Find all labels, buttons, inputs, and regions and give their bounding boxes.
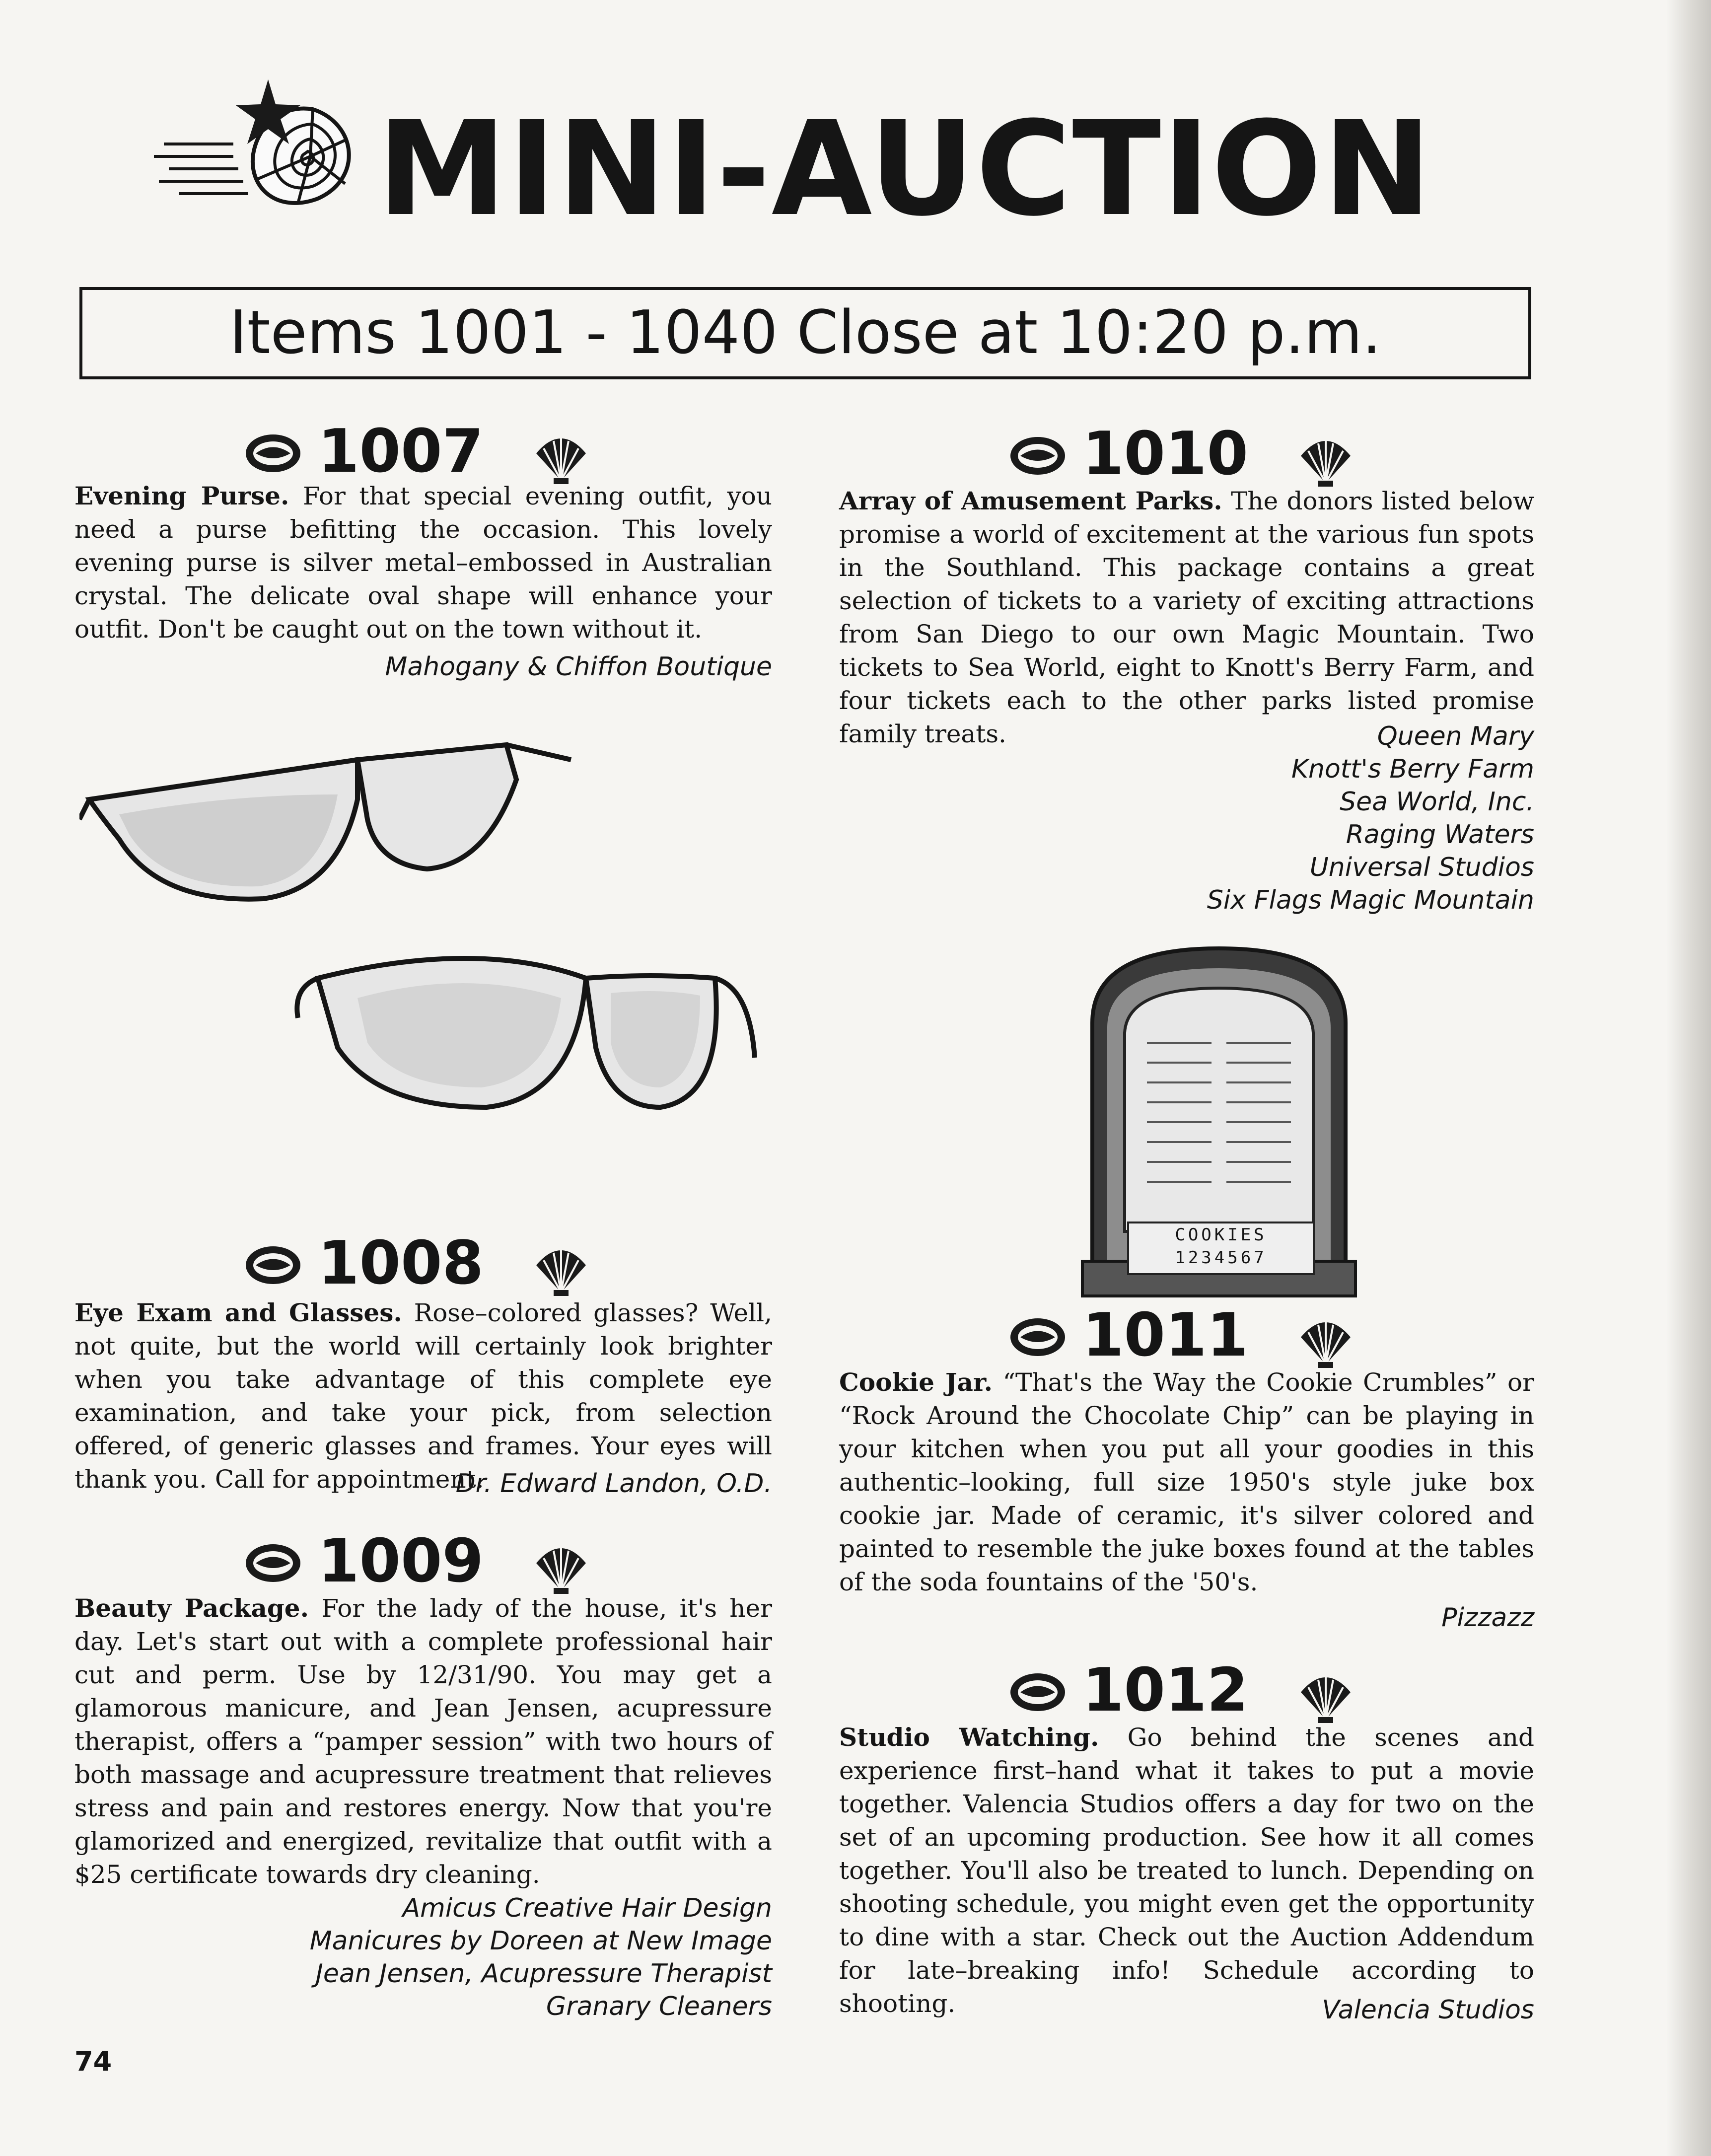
- page-title: MINI-AUCTION: [377, 93, 1433, 245]
- donor: Valencia Studios: [1322, 1995, 1534, 2025]
- item-text: The donors listed below promise a world of excitement at the various fun spots in the Southland. This package contains a great selection of tickets to a variety of exciting attractions from San Diego to our own Magic Mountain. Two tickets to Sea World, eight to Knott's Berry Farm, and four tickets each to the other parks listed promise family treats.: [839, 487, 1534, 748]
- scallop-shell-icon: [531, 1243, 591, 1297]
- jukebox-label-top: COOKIES: [1175, 1225, 1267, 1245]
- item-text: “That's the Way the Cookie Crumbles” or “Rock Around the Chocolate Chip” can be playing in your kitchen when you put all your goodies in this authentic–looking, full size 1950's style juke box cookie jar. Made of ceramic, it's silver colored and painted to resemble the juke boxes found at the tables of the soda fountains of the '50's.: [839, 1368, 1534, 1596]
- item-name: Evening Purse.: [74, 481, 289, 510]
- jukebox-cookie-jar-illustration: [1072, 943, 1365, 1301]
- page-header: [149, 70, 1440, 245]
- donor: Universal Studios: [1309, 853, 1534, 882]
- donor: Dr. Edward Landon, O.D.: [455, 1469, 772, 1499]
- donor: Six Flags Magic Mountain: [1207, 885, 1534, 915]
- page-spine-shadow: [1666, 0, 1711, 2156]
- lot-1011-donor: [839, 1601, 1534, 1634]
- lot-1012-donor: [839, 1994, 1534, 2026]
- lot-1007-donor: [74, 650, 772, 683]
- donor: Sea World, Inc.: [1340, 787, 1534, 817]
- donor: Raging Waters: [1346, 820, 1534, 850]
- lot-1009-heading: [243, 1527, 601, 1596]
- clam-shell-icon: [243, 1541, 303, 1585]
- scallop-shell-icon: [1296, 433, 1355, 488]
- lot-1009-donors: [74, 1892, 772, 2023]
- lot-number: 1008: [318, 1229, 484, 1298]
- donor: Knott's Berry Farm: [1291, 754, 1534, 784]
- lot-1012-description: [839, 1721, 1534, 2020]
- donor: Jean Jensen, Acupressure Therapist: [315, 1959, 772, 1989]
- lot-1011-description: [839, 1365, 1534, 1599]
- lot-1009-description: [74, 1591, 772, 1891]
- seashell-starfish-logo-icon: [149, 70, 367, 218]
- jukebox-label-bottom: 1234567: [1175, 1248, 1267, 1268]
- lot-1010-donors: [839, 720, 1534, 917]
- item-name: Studio Watching.: [839, 1723, 1099, 1752]
- lot-1010-description: [839, 484, 1534, 751]
- lot-1008-heading: [243, 1229, 601, 1298]
- lot-number: 1009: [318, 1527, 484, 1596]
- lot-1007-description: [74, 479, 772, 646]
- scallop-shell-icon: [531, 1541, 591, 1595]
- lot-1010-heading: [1008, 420, 1365, 489]
- closing-time-banner: Items 1001 - 1040 Close at 10:20 p.m.: [79, 287, 1531, 379]
- lot-number: 1012: [1082, 1656, 1248, 1725]
- jukebox-label-panel: [1127, 1222, 1315, 1275]
- clam-shell-icon: [243, 431, 303, 476]
- lot-1007-heading: [243, 417, 601, 487]
- item-text: For the lady of the house, it's her day. Let's start out with a complete professional hair cut and perm. Use by 12/31/90. You may get a glamorous manicure, and Jean Jensen, acupressure therapist, offers a “pamper session” with two hours of both massage and acupressure treatment that relieves stress and pain and restores energy. Now that you're glamorized and energized, revitalize that outfit with a $25 certificate towards dry cleaning.: [74, 1594, 772, 1889]
- lot-1008-donor: [74, 1467, 772, 1500]
- scallop-shell-icon: [1296, 1670, 1355, 1725]
- lot-number: 1010: [1082, 420, 1248, 489]
- donor: Pizzazz: [1441, 1603, 1534, 1633]
- item-text: Go behind the scenes and experience first–hand what it takes to put a movie together. Valencia Studios offers a day for two on the set of an upcoming production. See how it all comes together. You'll also be treated to lunch. Depending on shooting schedule, you might even get the opportunity to dine with a star. Check out the Auction Addendum for late–breaking info! Schedule according to shooting.: [839, 1723, 1534, 2018]
- item-name: Array of Amusement Parks.: [839, 486, 1222, 515]
- donor: Mahogany & Chiffon Boutique: [385, 652, 772, 682]
- sunglasses-illustration-icon: [79, 740, 775, 1187]
- page-number: 74: [74, 2046, 112, 2077]
- item-name: Cookie Jar.: [839, 1367, 993, 1397]
- donor: Granary Cleaners: [546, 1992, 772, 2021]
- lot-number: 1011: [1082, 1301, 1248, 1370]
- donor: Amicus Creative Hair Design: [402, 1893, 772, 1923]
- lot-1012-heading: [1008, 1656, 1365, 1725]
- item-text: Rose–colored glasses? Well, not quite, but the world will certainly look brighter when you take advantage of this complete eye examination, and take your pick, from selection offered, of generic glasses and frames. Your eyes will thank you. Call for appointment.: [74, 1298, 772, 1494]
- item-text: For that special evening outfit, you need a purse befitting the occasion. This lovely evening purse is silver metal–embossed in Australian crystal. The delicate oval shape will enhance your outfit. Don't be caught out on the town without it.: [74, 482, 772, 644]
- item-name: Beauty Package.: [74, 1593, 309, 1623]
- lot-1011-heading: [1008, 1301, 1365, 1370]
- lot-1008-description: [74, 1296, 772, 1496]
- donor: Manicures by Doreen at New Image: [309, 1926, 772, 1956]
- clam-shell-icon: [1008, 1315, 1068, 1360]
- scallop-shell-icon: [531, 431, 591, 486]
- clam-shell-icon: [1008, 1670, 1068, 1715]
- item-name: Eye Exam and Glasses.: [74, 1298, 402, 1327]
- lot-number: 1007: [318, 417, 484, 486]
- scallop-shell-icon: [1296, 1315, 1355, 1369]
- clam-shell-icon: [1008, 433, 1068, 478]
- donor: Queen Mary: [1377, 721, 1534, 751]
- clam-shell-icon: [243, 1243, 303, 1288]
